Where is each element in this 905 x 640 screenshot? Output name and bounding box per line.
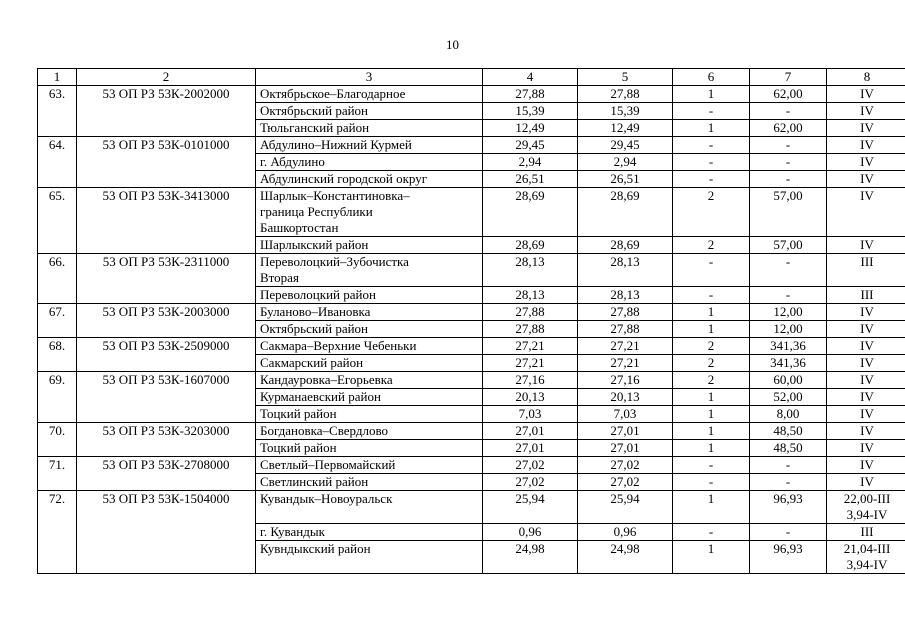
category-cell: IV [827,237,905,254]
section-name-cell: Кувндыкский район [256,541,483,574]
road-code-cell: 53 ОП РЗ 53К-2509000 [77,338,256,372]
category-cell: IV [827,321,905,338]
count-cell: 1 [673,86,750,103]
length-cell: 28,69 [578,188,673,237]
table-row [38,338,905,355]
row-number-cell: 63. [38,86,77,137]
section-name-cell: Абдулинский городской округ [256,171,483,188]
length-total-cell: 27,01 [483,440,578,457]
length-total-cell: 12,49 [483,120,578,137]
road-code-cell: 53 ОП РЗ 53К-2708000 [77,457,256,491]
length-total-cell: 28,69 [483,188,578,237]
road-code-cell: 53 ОП РЗ 53К-2003000 [77,304,256,338]
value-cell: 12,00 [750,304,827,321]
count-cell: 2 [673,338,750,355]
length-cell: 28,13 [578,287,673,304]
road-code-cell: 53 ОП РЗ 53К-1504000 [77,491,256,574]
row-number-cell: 68. [38,338,77,372]
value-cell: 12,00 [750,321,827,338]
count-cell: 1 [673,440,750,457]
category-cell: III [827,254,905,287]
length-total-cell: 25,94 [483,491,578,524]
category-cell: IV [827,355,905,372]
count-cell: - [673,154,750,171]
section-name-cell: Тюльганский район [256,120,483,137]
value-cell: 48,50 [750,440,827,457]
count-cell: 2 [673,372,750,389]
length-total-cell: 27,02 [483,457,578,474]
header-cell: 1 [38,69,77,86]
count-cell: - [673,171,750,188]
table-body [38,86,905,574]
value-cell: - [750,474,827,491]
count-cell: 1 [673,321,750,338]
length-cell: 20,13 [578,389,673,406]
table-row [38,304,905,321]
length-cell: 0,96 [578,524,673,541]
row-number-cell: 69. [38,372,77,423]
value-cell: 96,93 [750,491,827,524]
length-total-cell: 26,51 [483,171,578,188]
header-cell: 3 [256,69,483,86]
road-registry-table [37,68,905,574]
section-name-cell: Тоцкий район [256,440,483,457]
table-row [38,254,905,287]
section-name-cell: Кувандык–Новоуральск [256,491,483,524]
section-name-cell: Октябрьский район [256,103,483,120]
length-total-cell: 28,69 [483,237,578,254]
length-cell: 27,02 [578,457,673,474]
length-cell: 27,88 [578,321,673,338]
row-number-cell: 72. [38,491,77,574]
section-name-cell: Сакмара–Верхние Чебеньки [256,338,483,355]
section-name-cell: Шарлыкский район [256,237,483,254]
length-total-cell: 2,94 [483,154,578,171]
length-total-cell: 27,01 [483,423,578,440]
table-row [38,457,905,474]
row-number-cell: 71. [38,457,77,491]
header-cell: 2 [77,69,256,86]
value-cell: 96,93 [750,541,827,574]
category-cell: IV [827,137,905,154]
value-cell: 341,36 [750,338,827,355]
section-name-cell: Октябрьское–Благодарное [256,86,483,103]
value-cell: - [750,524,827,541]
count-cell: 1 [673,304,750,321]
road-code-cell: 53 ОП РЗ 53К-2311000 [77,254,256,304]
row-number-cell: 65. [38,188,77,254]
length-cell: 27,02 [578,474,673,491]
table-row [38,372,905,389]
length-total-cell: 27,21 [483,355,578,372]
length-total-cell: 20,13 [483,389,578,406]
value-cell: 57,00 [750,188,827,237]
length-cell: 29,45 [578,137,673,154]
value-cell: - [750,254,827,287]
category-cell: IV [827,86,905,103]
length-cell: 2,94 [578,154,673,171]
row-number-cell: 67. [38,304,77,338]
value-cell: 8,00 [750,406,827,423]
category-cell: III [827,524,905,541]
category-cell: IV [827,406,905,423]
section-name-cell: Переволоцкий–Зубочистка Вторая [256,254,483,287]
table-header-row [38,69,905,86]
count-cell: - [673,474,750,491]
value-cell: 48,50 [750,423,827,440]
road-code-cell: 53 ОП РЗ 53К-0101000 [77,137,256,188]
category-cell: IV [827,440,905,457]
header-cell: 6 [673,69,750,86]
length-total-cell: 28,13 [483,287,578,304]
length-total-cell: 27,88 [483,304,578,321]
length-cell: 28,13 [578,254,673,287]
category-cell: 22,00-III 3,94-IV [827,491,905,524]
length-total-cell: 24,98 [483,541,578,574]
section-name-cell: Абдулино–Нижний Курмей [256,137,483,154]
length-total-cell: 27,21 [483,338,578,355]
length-total-cell: 27,88 [483,86,578,103]
length-cell: 12,49 [578,120,673,137]
length-cell: 28,69 [578,237,673,254]
length-total-cell: 15,39 [483,103,578,120]
value-cell: - [750,171,827,188]
category-cell: IV [827,188,905,237]
road-code-cell: 53 ОП РЗ 53К-3203000 [77,423,256,457]
category-cell: IV [827,474,905,491]
length-cell: 25,94 [578,491,673,524]
section-name-cell: Светлинский район [256,474,483,491]
length-total-cell: 7,03 [483,406,578,423]
category-cell: IV [827,338,905,355]
count-cell: 1 [673,389,750,406]
length-total-cell: 27,88 [483,321,578,338]
value-cell: - [750,154,827,171]
category-cell: IV [827,372,905,389]
value-cell: 341,36 [750,355,827,372]
section-name-cell: Октябрьский район [256,321,483,338]
section-name-cell: Сакмарский район [256,355,483,372]
count-cell: 1 [673,491,750,524]
row-number-cell: 64. [38,137,77,188]
header-cell: 8 [827,69,905,86]
category-cell: IV [827,171,905,188]
value-cell: - [750,137,827,154]
category-cell: IV [827,304,905,321]
section-name-cell: Переволоцкий район [256,287,483,304]
category-cell: IV [827,423,905,440]
length-total-cell: 27,02 [483,474,578,491]
category-cell: IV [827,154,905,171]
table-row [38,491,905,524]
header-cell: 4 [483,69,578,86]
count-cell: - [673,254,750,287]
section-name-cell: г. Кувандык [256,524,483,541]
count-cell: - [673,457,750,474]
value-cell: 57,00 [750,237,827,254]
value-cell: - [750,103,827,120]
length-cell: 27,01 [578,423,673,440]
section-name-cell: Курманаевский район [256,389,483,406]
category-cell: IV [827,457,905,474]
count-cell: 1 [673,541,750,574]
section-name-cell: Тоцкий район [256,406,483,423]
category-cell: IV [827,389,905,406]
count-cell: 2 [673,237,750,254]
row-number-cell: 66. [38,254,77,304]
count-cell: 1 [673,423,750,440]
length-cell: 24,98 [578,541,673,574]
value-cell: 52,00 [750,389,827,406]
road-code-cell: 53 ОП РЗ 53К-2002000 [77,86,256,137]
length-cell: 27,21 [578,355,673,372]
section-name-cell: Богдановка–Свердлово [256,423,483,440]
category-cell: IV [827,103,905,120]
count-cell: - [673,137,750,154]
header-cell: 5 [578,69,673,86]
value-cell: 62,00 [750,120,827,137]
length-cell: 26,51 [578,171,673,188]
section-name-cell: Кандауровка–Егорьевка [256,372,483,389]
value-cell: - [750,457,827,474]
count-cell: 2 [673,188,750,237]
category-cell: IV [827,120,905,137]
length-cell: 15,39 [578,103,673,120]
count-cell: 2 [673,355,750,372]
value-cell: - [750,287,827,304]
section-name-cell: Шарлык–Константиновка– граница Республики Башкортостан [256,188,483,237]
length-total-cell: 0,96 [483,524,578,541]
row-number-cell: 70. [38,423,77,457]
length-cell: 27,21 [578,338,673,355]
length-cell: 27,88 [578,86,673,103]
count-cell: - [673,524,750,541]
count-cell: 1 [673,406,750,423]
count-cell: 1 [673,120,750,137]
length-total-cell: 28,13 [483,254,578,287]
section-name-cell: Буланово–Ивановка [256,304,483,321]
table-row [38,423,905,440]
value-cell: 60,00 [750,372,827,389]
road-code-cell: 53 ОП РЗ 53К-3413000 [77,188,256,254]
section-name-cell: г. Абдулино [256,154,483,171]
length-cell: 27,01 [578,440,673,457]
table-row [38,137,905,154]
length-cell: 27,16 [578,372,673,389]
table-row [38,188,905,237]
count-cell: - [673,287,750,304]
table-row [38,86,905,103]
value-cell: 62,00 [750,86,827,103]
length-total-cell: 27,16 [483,372,578,389]
length-cell: 7,03 [578,406,673,423]
page-number: 10 [446,37,459,52]
count-cell: - [673,103,750,120]
section-name-cell: Светлый–Первомайский [256,457,483,474]
length-total-cell: 29,45 [483,137,578,154]
category-cell: III [827,287,905,304]
header-cell: 7 [750,69,827,86]
road-code-cell: 53 ОП РЗ 53К-1607000 [77,372,256,423]
category-cell: 21,04-III 3,94-IV [827,541,905,574]
length-cell: 27,88 [578,304,673,321]
